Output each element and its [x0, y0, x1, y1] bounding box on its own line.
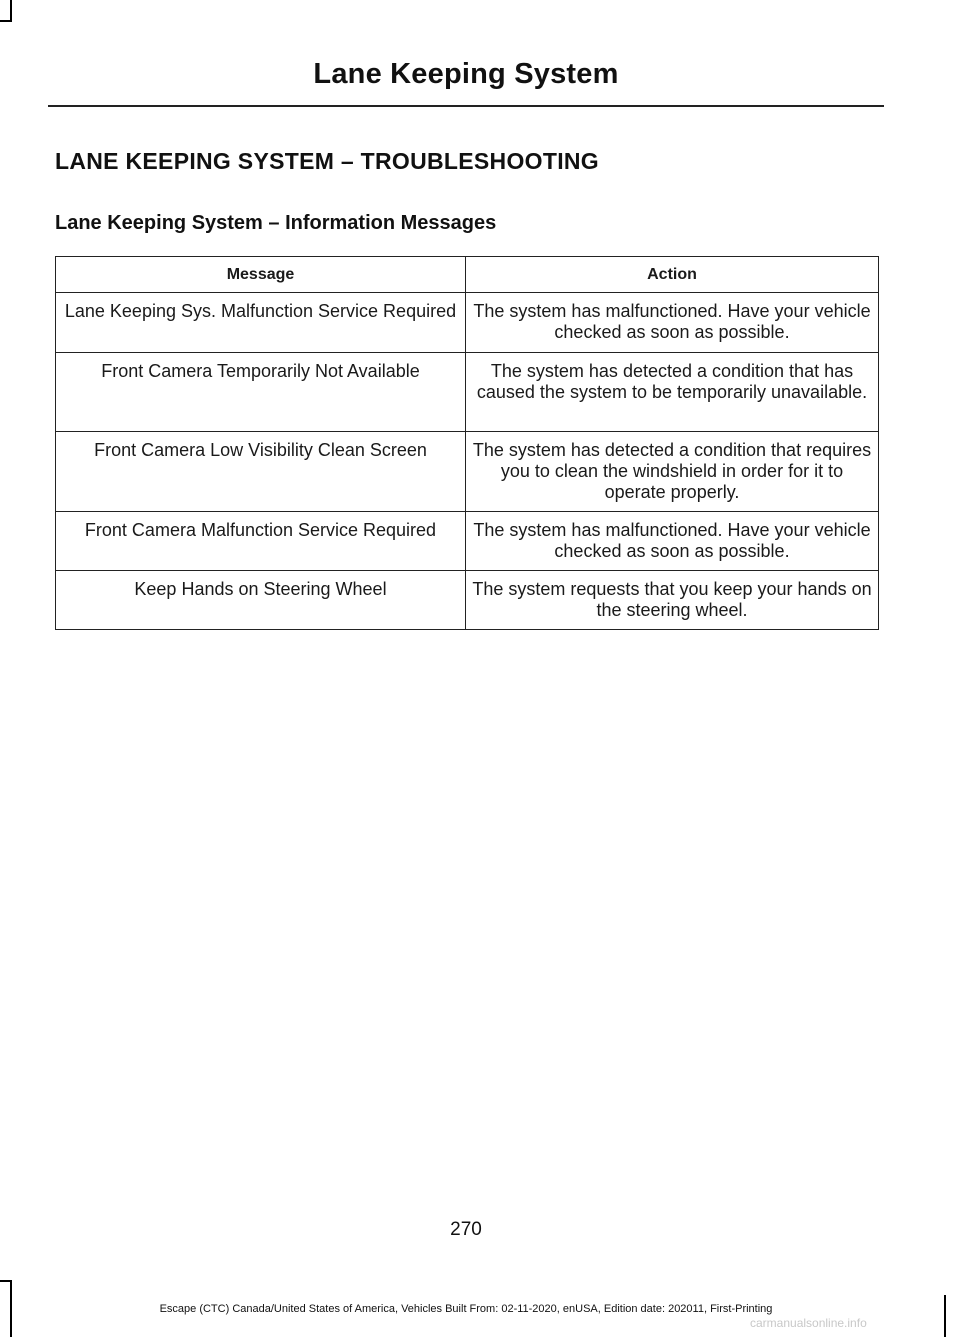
message-cell: Lane Keeping Sys. Malfunction Service Required [56, 293, 466, 353]
section-title: LANE KEEPING SYSTEM – TROUBLESHOOTING [55, 148, 599, 174]
page-number: 270 [450, 1219, 482, 1240]
running-header-title: Lane Keeping System [313, 58, 619, 90]
table-header-row [56, 257, 879, 293]
footer-edition-text: Escape (CTC) Canada/United States of America, Vehicles Built From: 02-11-2020, enUSA, Edition date: 202011, First-Printing [159, 1303, 773, 1315]
column-header-message: Message [56, 257, 466, 293]
crop-mark-bottom-left-horizontal [0, 1280, 12, 1282]
table-row [56, 353, 879, 432]
column-header-action: Action [466, 257, 879, 293]
action-cell: The system requests that you keep your hands on the steering wheel. [466, 571, 879, 630]
table-row [56, 512, 879, 571]
action-cell: The system has detected a condition that requires you to clean the windshield in order for it to operate properly. [466, 432, 879, 512]
action-cell: The system has malfunctioned. Have your vehicle checked as soon as possible. [466, 512, 879, 571]
message-cell: Front Camera Low Visibility Clean Screen [56, 432, 466, 512]
table-row [56, 571, 879, 630]
table-row [56, 293, 879, 353]
message-cell: Front Camera Malfunction Service Required [56, 512, 466, 571]
crop-mark-bottom-right [944, 1295, 946, 1337]
message-cell: Front Camera Temporarily Not Available [56, 353, 466, 432]
message-cell: Keep Hands on Steering Wheel [56, 571, 466, 630]
table-title: Lane Keeping System – Information Messages [55, 212, 497, 234]
table-row [56, 432, 879, 512]
header-divider [48, 105, 884, 107]
action-cell: The system has malfunctioned. Have your vehicle checked as soon as possible. [466, 293, 879, 353]
crop-mark-top-left-horizontal [0, 20, 12, 22]
crop-mark-top-left [10, 0, 12, 22]
watermark: carmanualsonline.info [750, 1316, 867, 1330]
information-messages-table [55, 256, 879, 630]
crop-mark-bottom-left [10, 1280, 12, 1337]
action-cell: The system has detected a condition that has caused the system to be temporarily unavailable. [466, 353, 879, 432]
